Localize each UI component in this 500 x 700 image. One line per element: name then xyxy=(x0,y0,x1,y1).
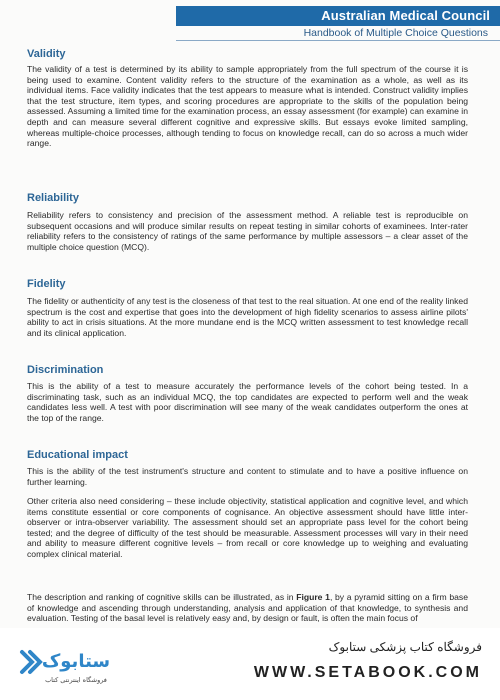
fidelity-heading: Fidelity xyxy=(27,278,66,290)
footer-banner xyxy=(0,628,500,700)
header-title: Australian Medical Council xyxy=(321,8,490,23)
svg-text:ستابوک: ستابوک xyxy=(41,651,111,672)
header-subtitle: Handbook of Multiple Choice Questions xyxy=(303,27,488,39)
figure-reference: Figure 1 xyxy=(296,592,330,602)
setabook-logo[interactable] xyxy=(14,634,112,690)
header-divider xyxy=(176,40,500,41)
discrimination-heading: Discrimination xyxy=(27,364,104,376)
educational-impact-heading: Educational impact xyxy=(27,449,128,461)
educational-impact-paragraph: This is the ability of the test instrument's structure and content to stimulate and to have a positive influence on further learning. xyxy=(27,466,468,487)
svg-text:فروشگاه اینترنتی کتاب: فروشگاه اینترنتی کتاب xyxy=(45,676,107,684)
discrimination-paragraph: This is the ability of a test to measure accurately the performance levels of the cohort being tested. In a discriminating task, such as an individual MCQ, the top candidates are expected to perform well and the weak candidates less well. A test with poor discrimination will see many of the weak candidates outperform the ones at the top of the range. xyxy=(27,381,468,423)
validity-paragraph: The validity of a test is determined by its ability to sample appropriately from the full spectrum of the course it is being used to examine. Content validity refers to the structure of the examination as a whole, as well as its individual items. Face validity indicates that the test appears to measure what is intended. Construct validity implies that the test structure, item types, and scoring procedures are appropriate to the skills of the population being assessed. Assuming a limited time for the examination process, an essay assessment (for example) can examine in depth and can measure several different cognitive and expressive skills. But essays evoke limited sampling, whereas multiple-choice processes, although tending to focus on knowledge recall, can do so across a much wider range. xyxy=(27,64,468,149)
store-url[interactable]: WWW.SETABOOK.COM xyxy=(253,664,482,681)
header-bar xyxy=(176,6,500,26)
validity-heading: Validity xyxy=(27,48,66,60)
store-name: فروشگاه کتاب پزشکی ستابوک xyxy=(328,640,482,654)
cognitive-skills-paragraph xyxy=(27,592,468,624)
cognitive-text-end: , by a pyramid sitting on a firm base of knowledge and ascending through understanding, analysis and application of that knowledge, to synthesis and evaluation. Testing of the basal level is relatively easy and, by design or fault, is often the main focus of xyxy=(27,592,468,624)
fidelity-paragraph: The fidelity or authenticity of any test is the closeness of that test to the real situation. At one end of the reality linked spectrum is the cost and expertise that goes into the development of high fidelity scenarios to assess airline pilots' ability to act in crisis situations. At the more mundane end is the MCQ written assessment to test knowledge recall and its clinical application. xyxy=(27,296,468,338)
reliability-paragraph: Reliability refers to consistency and precision of the assessment method. A reliable test is reproducible on subsequent occasions and will produce similar results on repeat testing in similar cohorts of examinees. Inter-rater reliability refers to the consistency of ratings of the same performance by multiple assessors – a clear asset of the multiple choice question (MCQ). xyxy=(27,210,468,252)
other-criteria-paragraph: Other criteria also need considering – these include objectivity, statistical application and cognitive level, and which items constitute essential or core components of cognisance. An objective assessment should have little inter-observer or intra-observer variability. The assessment should set an appropriate pass level for the cohort being tested; and the degree of difficulty of the test should be measurable. Assessment processes will vary in their need and ability to measure different cognitive levels – from recall or core knowledge up to weighing and evaluating complex clinical material. xyxy=(27,496,468,559)
cognitive-text-start: The description and ranking of cognitive skills can be illustrated, as in xyxy=(27,592,297,602)
reliability-heading: Reliability xyxy=(27,192,79,204)
